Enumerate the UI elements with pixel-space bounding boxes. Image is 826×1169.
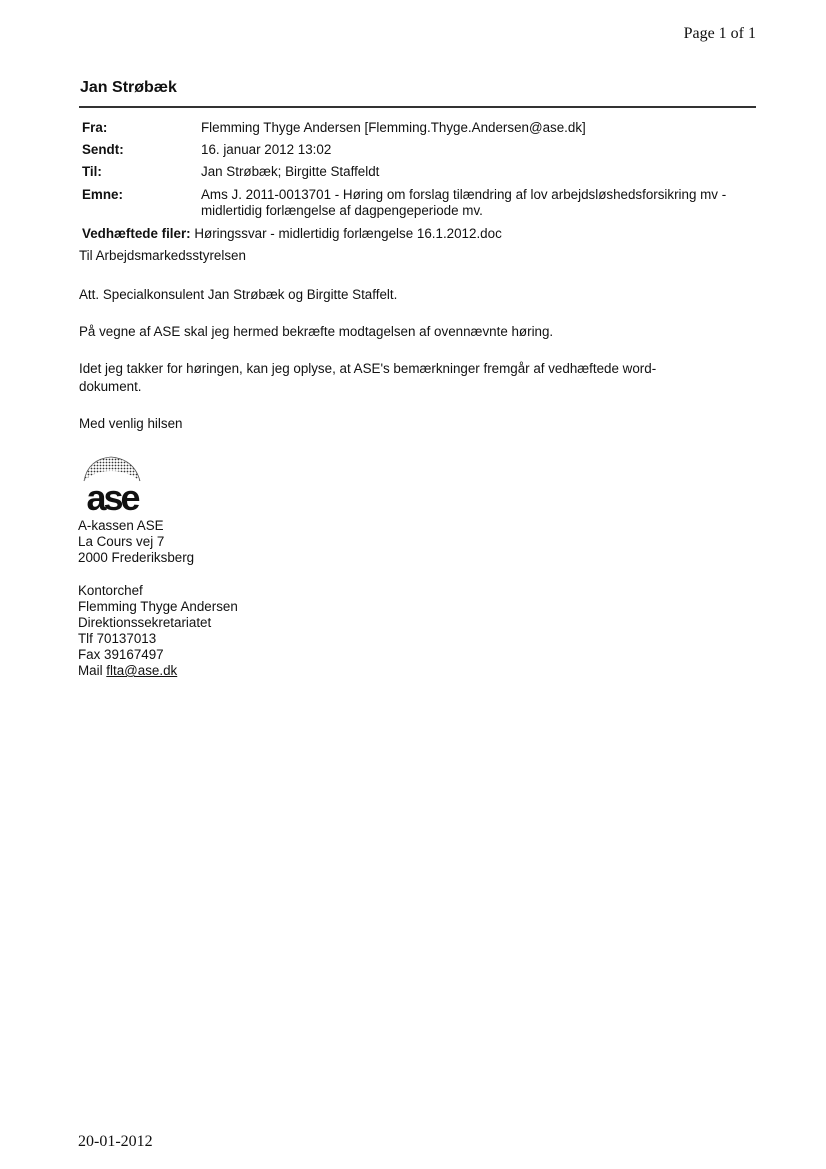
sent-label: Sendt: [82,142,124,157]
signature-mail-row [78,663,177,679]
ase-logo-text: ase [86,477,138,515]
attachments-label: Vedhæftede filer: [82,226,191,241]
attachment-file-link[interactable]: Høringssvar - midlertidig forlængelse 16.1.2012.doc [194,226,502,241]
to-label: Til: [82,164,102,179]
signature-title: Kontorchef [78,583,143,598]
signature-city: 2000 Frederiksberg [78,550,195,565]
signature-name: Flemming Thyge Andersen [78,599,238,614]
subject-label: Emne: [82,187,123,202]
att-line: Att. Specialkonsulent Jan Strøbæk og Birgitte Staffelt. [79,287,398,302]
signature-phone: Tlf 70137013 [78,631,157,646]
attachments-row [82,226,502,241]
signature-street: La Cours vej 7 [78,534,165,549]
signature-mail-prefix: Mail [78,663,103,678]
mailbox-owner-name: Jan Strøbæk [80,79,177,96]
signature-department: Direktionssekretariatet [78,615,212,630]
signature-mail-link[interactable]: flta@ase.dk [106,663,178,678]
from-label: Fra: [82,120,108,135]
subject-value-line2: midlertidig forlængelse af dagpengeperiode mv. [201,203,483,218]
page-number: Page 1 of 1 [683,25,756,42]
print-date: 20-01-2012 [78,1133,153,1150]
remarks-paragraph-line2: dokument. [79,379,142,394]
remarks-paragraph-line1: Idet jeg takker for høringen, kan jeg oplyse, at ASE's bemærkninger fremgår af vedhæftede word- [79,361,657,376]
header-divider [79,106,756,108]
ase-logo-icon [78,455,144,515]
confirmation-paragraph: På vegne af ASE skal jeg hermed bekræfte modtagelsen af ovennævnte høring. [79,324,554,339]
signature-fax: Fax 39167497 [78,647,164,662]
greeting-line: Til Arbejdsmarkedsstyrelsen [79,248,246,263]
from-value: Flemming Thyge Andersen [Flemming.Thyge.Andersen@ase.dk] [201,120,586,135]
closing-line: Med venlig hilsen [79,416,183,431]
signature-org: A-kassen ASE [78,518,164,533]
sent-value: 16. januar 2012 13:02 [201,142,332,157]
subject-value-line1: Ams J. 2011-0013701 - Høring om forslag tilændring af lov arbejdsløshedsforsikring mv - [201,187,727,202]
to-value: Jan Strøbæk; Birgitte Staffeldt [201,164,380,179]
